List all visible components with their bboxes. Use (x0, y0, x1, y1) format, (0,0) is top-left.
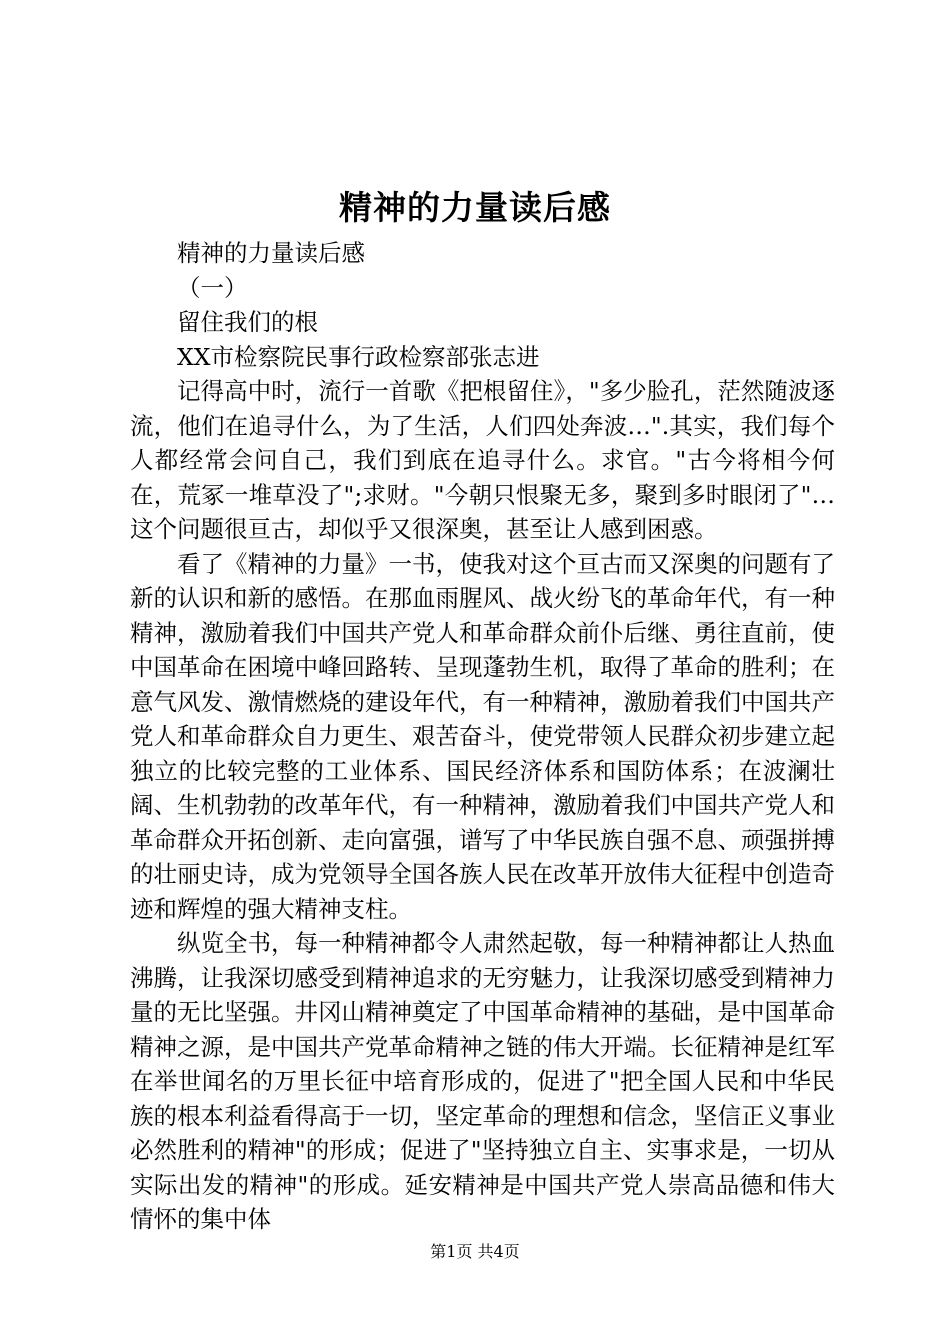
paragraph-3: 纵览全书，每一种精神都令人肃然起敬，每一种精神都让人热血沸腾，让我深切感受到精神追求的无穷魅力，让我深切感受到精神力量的无比坚强。井冈山精神奠定了中国革命精神的基础，是中国革命精神之源，是中国共产党革命精神之链的伟大开端。长征精神是红军在举世闻名的万里长征中培育形成的，促进了"把全国人民和中华民族的根本利益看得高于一切，坚定革命的理想和信念，坚信正义事业必然胜利的精神"的形成；促进了"坚持独立自主、实事求是，一切从实际出发的精神"的形成。延安精神是中国共产党人崇高品德和伟大情怀的集中体 (130, 929, 835, 1233)
document-body (130, 236, 835, 1237)
author-line: XX市检察院民事行政检察部张志进 (177, 342, 540, 371)
subtitle-line: 精神的力量读后感 (177, 239, 365, 267)
page-footer: 第1页 共4页 (430, 1242, 520, 1261)
paragraph-1: 记得高中时，流行一首歌《把根留住》，"多少脸孔，茫然随波逐流，他们在追寻什么，为了生活，人们四处奔波…".其实，我们每个人都经常会问自己，我们到底在追寻什么。求官。"古今将相今何在，荒冢一堆草没了";求财。"今朝只恨聚无多，聚到多时眼闭了"…这个问题很亘古，却似乎又很深奥，甚至让人感到困惑。 (130, 377, 835, 543)
section-heading: 留住我们的根 (177, 308, 318, 336)
paragraph-2: 看了《精神的力量》一书，使我对这个亘古而又深奥的问题有了新的认识和新的感悟。在那血雨腥风、战火纷飞的革命年代，有一种精神，激励着我们中国共产党人和革命群众前仆后继、勇往直前，使中国革命在困境中峰回路转、呈现蓬勃生机，取得了革命的胜利；在意气风发、激情燃烧的建设年代，有一种精神，激励着我们中国共产党人和革命群众自力更生、艰苦奋斗，使党带领人民群众初步建立起独立的比较完整的工业体系、国民经济体系和国防体系；在波澜壮阔、生机勃勃的改革年代，有一种精神，激励着我们中国共产党人和革命群众开拓创新、走向富强，谱写了中华民族自强不息、顽强拼搏的壮丽史诗，成为党领导全国各族人民在改革开放伟大征程中创造奇迹和辉煌的强大精神支柱。 (130, 549, 835, 923)
section-number: （一） (177, 273, 248, 302)
document-title: 精神的力量读后感 (339, 188, 611, 227)
